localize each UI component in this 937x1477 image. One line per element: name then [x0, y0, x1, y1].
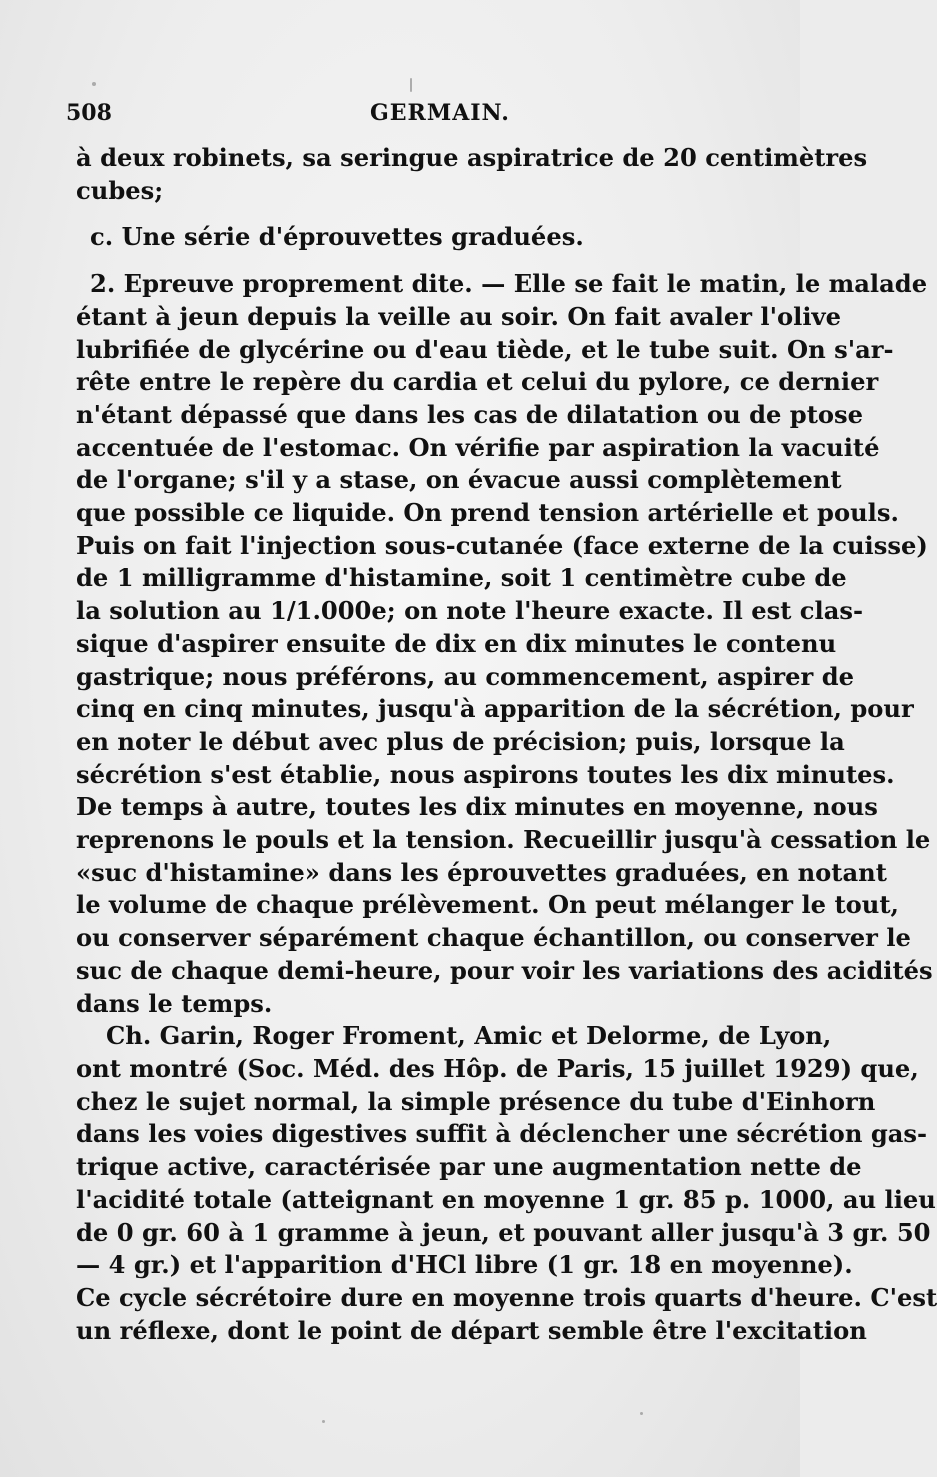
text-line: dans les voies digestives suffit à déclencher une sécrétion gas- — [76, 1119, 928, 1149]
text-line: gastrique; nous préférons, au commencement, aspirer de — [76, 661, 855, 691]
section-heading-line: 2. Epreuve proprement dite. — Elle se fait le matin, le malade — [90, 269, 928, 299]
scan-speck — [640, 1412, 643, 1415]
text-line: lubrifiée de glycérine ou d'eau tiède, et le tube suit. On s'ar- — [76, 334, 894, 364]
text-line: que possible ce liquide. On prend tension artérielle et pouls. — [76, 498, 899, 528]
text-line: de 0 gr. 60 à 1 gramme à jeun, et pouvant aller jusqu'à 3 gr. 50 — [76, 1217, 931, 1247]
text-line: de l'organe; s'il y a stase, on évacue aussi complètement — [76, 465, 842, 495]
text-line: cubes; — [76, 175, 164, 205]
text-line: trique active, caractérisée par une augmentation nette de — [76, 1152, 862, 1182]
text-line: l'acidité totale (atteignant en moyenne 1 gr. 85 p. 1000, au lieu — [76, 1184, 936, 1214]
text-line: accentuée de l'estomac. On vérifie par aspiration la vacuité — [76, 432, 880, 462]
text-line: la solution au 1/1.000e; on note l'heure exacte. Il est clas- — [76, 596, 864, 626]
text-line: ont montré (Soc. Méd. des Hôp. de Paris, 15 juillet 1929) que, — [76, 1053, 919, 1083]
text-line: dans le temps. — [76, 988, 273, 1018]
text-line: sique d'aspirer ensuite de dix en dix minutes le contenu — [76, 628, 837, 658]
running-title: GERMAIN. — [370, 100, 510, 126]
text-line: Ce cycle sécrétoire dure en moyenne trois quarts d'heure. C'est — [76, 1282, 937, 1312]
text-line: de 1 milligramme d'histamine, soit 1 centimètre cube de — [76, 563, 847, 593]
text-line: suc de chaque demi-heure, pour voir les variations des acidités — [76, 955, 933, 985]
text-line: étant à jeun depuis la veille au soir. On fait avaler l'olive — [76, 301, 841, 331]
text-line: — 4 gr.) et l'apparition d'HCl libre (1 gr. 18 en moyenne). — [76, 1250, 853, 1280]
text-line: en noter le début avec plus de précision; puis, lorsque la — [76, 726, 845, 756]
text-line: rête entre le repère du cardia et celui du pylore, ce dernier — [76, 367, 879, 397]
text-line: cinq en cinq minutes, jusqu'à apparition de la sécrétion, pour — [76, 694, 914, 724]
text-line: reprenons le pouls et la tension. Recueillir jusqu'à cessation le — [76, 825, 931, 855]
scan-speck — [92, 82, 96, 86]
page-header — [66, 100, 734, 134]
text-line: le volume de chaque prélèvement. On peut mélanger le tout, — [76, 890, 899, 920]
paragraph-start-line: Ch. Garin, Roger Froment, Amic et Delorme, de Lyon, — [106, 1021, 832, 1051]
text-line: à deux robinets, sa seringue aspiratrice de 20 centimètres — [76, 143, 868, 172]
text-line: ou conserver séparément chaque échantillon, ou conserver le — [76, 923, 911, 953]
text-line: sécrétion s'est établie, nous aspirons toutes les dix minutes. — [76, 759, 895, 789]
text-line: De temps à autre, toutes les dix minutes en moyenne, nous — [76, 792, 878, 822]
scan-speck — [322, 1420, 325, 1423]
scan-speck — [410, 78, 412, 92]
page-number: 508 — [66, 100, 112, 126]
body-text — [76, 142, 937, 1347]
text-line: un réflexe, dont le point de départ semble être l'excitation — [76, 1315, 867, 1345]
list-item-c: c. Une série d'éprouvettes graduées. — [90, 222, 584, 252]
text-line: «suc d'histamine» dans les éprouvettes graduées, en notant — [76, 857, 887, 887]
text-line: n'étant dépassé que dans les cas de dilatation ou de ptose — [76, 399, 864, 429]
text-line: Puis on fait l'injection sous-cutanée (face externe de la cuisse) — [76, 530, 928, 560]
text-line: chez le sujet normal, la simple présence du tube d'Einhorn — [76, 1086, 876, 1116]
